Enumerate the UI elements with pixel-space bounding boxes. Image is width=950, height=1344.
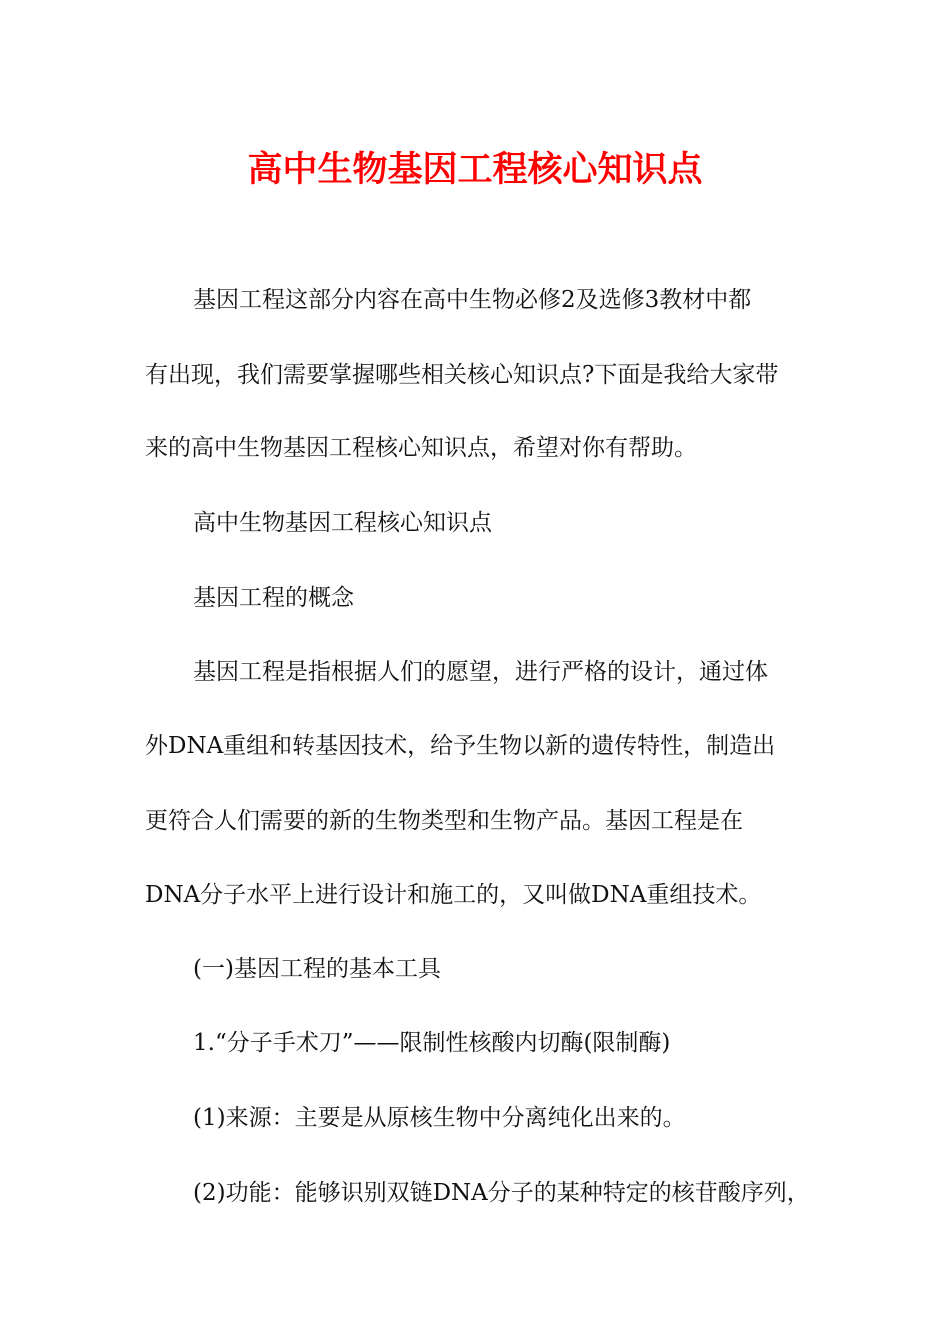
paragraph-line: 有出现，我们需要掌握哪些相关核心知识点?下面是我给大家带 xyxy=(145,362,779,388)
page-title: 高中生物基因工程核心知识点 xyxy=(247,150,703,190)
list-item: (2)功能：能够识别双链DNA分子的某种特定的核苷酸序列， xyxy=(193,1180,810,1206)
paragraph-line: 基因工程这部分内容在高中生物必修2及选修3教材中都 xyxy=(193,287,752,313)
paragraph-line: DNA分子水平上进行设计和施工的，又叫做DNA重组技术。 xyxy=(145,882,762,908)
paragraph-line: 基因工程是指根据人们的愿望，进行严格的设计，通过体 xyxy=(193,659,768,685)
section-heading: 高中生物基因工程核心知识点 xyxy=(193,510,492,536)
section-heading: (一)基因工程的基本工具 xyxy=(193,956,441,982)
section-heading: 基因工程的概念 xyxy=(193,585,354,611)
list-item: (1)来源：主要是从原核生物中分离纯化出来的。 xyxy=(193,1105,686,1131)
paragraph-line: 外DNA重组和转基因技术，给予生物以新的遗传特性，制造出 xyxy=(145,733,776,759)
list-item: 1.“分子手术刀”——限制性核酸内切酶(限制酶) xyxy=(193,1030,671,1056)
paragraph-line: 更符合人们需要的新的生物类型和生物产品。基因工程是在 xyxy=(145,808,743,834)
paragraph-line: 来的高中生物基因工程核心知识点，希望对你有帮助。 xyxy=(145,435,697,461)
